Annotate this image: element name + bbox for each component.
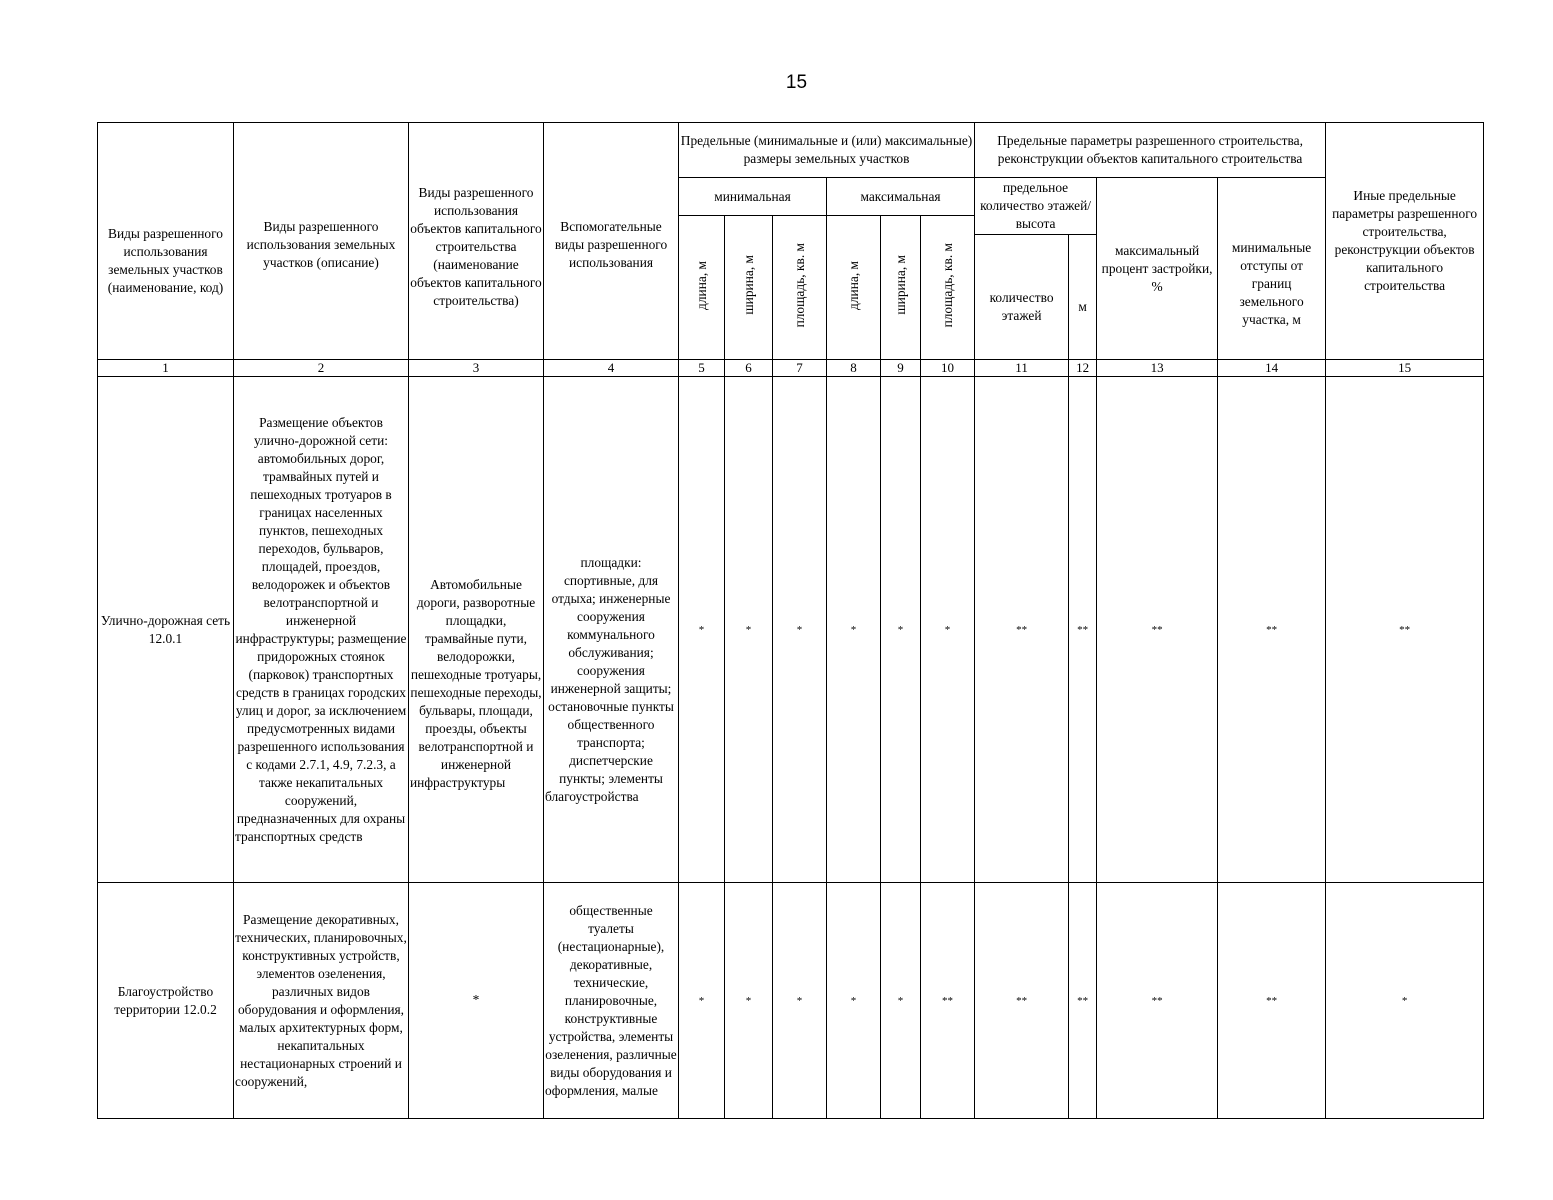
header-capital-objects: Виды разрешенного использования объектов капитального строительства (наименование объектов капитального строительства)	[409, 123, 544, 360]
header-min-length-text: длина, м	[693, 260, 709, 310]
column-number: 13	[1097, 360, 1218, 377]
header-max-length	[827, 216, 881, 360]
land-use-name: Благоустройство территории 12.0.2	[98, 883, 234, 1119]
column-number: 7	[773, 360, 827, 377]
column-number: 12	[1069, 360, 1097, 377]
header-max-width	[881, 216, 921, 360]
header-min-area-text: площадь, кв. м	[791, 242, 807, 328]
header-auxiliary: Вспомогательные виды разрешенного использования	[544, 123, 679, 360]
land-use-description: Размещение декоративных, технических, планировочных, конструктивных устройств, элементов озеленения, различных видов оборудования и оформления, малых архитектурных форм, некапитальных нестационарных строений и сооружений,	[234, 883, 409, 1119]
column-number: 10	[921, 360, 975, 377]
value-cell: *	[679, 377, 725, 883]
header-min-length	[679, 216, 725, 360]
header-land-use-name: Виды разрешенного использования земельных участков (наименование, код)	[98, 123, 234, 360]
column-number: 3	[409, 360, 544, 377]
value-cell: **	[1218, 377, 1326, 883]
header-other-params: Иные предельные параметры разрешенного строительства, реконструкции объектов капитального строительства	[1326, 123, 1484, 360]
value-cell: *	[1326, 883, 1484, 1119]
column-number: 4	[544, 360, 679, 377]
table-row	[98, 377, 1484, 883]
value-cell: *	[881, 883, 921, 1119]
header-min-width	[725, 216, 773, 360]
auxiliary-uses: площадки: спортивные, для отдыха; инженерные сооружения коммунального обслуживания; сооружения инженерной защиты; остановочные пункты общественного транспорта; диспетчерские пункты; элементы благоустройства	[544, 377, 679, 883]
value-cell: *	[773, 883, 827, 1119]
header-construction-params-group: Предельные параметры разрешенного строительства, реконструкции объектов капитального строительства	[975, 123, 1326, 178]
header-minimum: минимальная	[679, 178, 827, 216]
value-cell: *	[921, 377, 975, 883]
header-max-percent: максимальный процент застройки, %	[1097, 178, 1218, 360]
header-plot-sizes-group: Предельные (минимальные и (или) максимальные) размеры земельных участков	[679, 123, 975, 178]
auxiliary-uses: общественные туалеты (нестационарные), декоративные, технические, планировочные, конструктивные устройства, элементы озеленения, различные виды оборудования и оформления, малые	[544, 883, 679, 1119]
header-max-area	[921, 216, 975, 360]
capital-objects: *	[409, 883, 544, 1119]
column-number: 5	[679, 360, 725, 377]
land-use-description: Размещение объектов улично-дорожной сети: автомобильных дорог, трамвайных путей и пешеходных тротуаров в границах населенных пунктов, пешеходных переходов, бульваров, площадей, проездов, велодорожек и объектов велотранспортной и инженерной инфраструктуры; размещение придорожных стоянок (парковок) транспортных средств в границах городских улиц и дорог, за исключением предусмотренных видами разрешенного использования с кодами 2.7.1, 4.9, 7.2.3, а также некапитальных сооружений, предназначенных для охраны транспортных средств	[234, 377, 409, 883]
land-use-name: Улично-дорожная сеть 12.0.1	[98, 377, 234, 883]
header-max-width-text: ширина, м	[892, 255, 908, 315]
regulations-table	[97, 122, 1484, 1119]
header-floors: количество этажей	[975, 235, 1069, 360]
page-number: 15	[785, 72, 808, 93]
value-cell: **	[975, 883, 1069, 1119]
column-number: 15	[1326, 360, 1484, 377]
value-cell: **	[975, 377, 1069, 883]
header-floors-height: предельное количество этажей/высота	[975, 178, 1097, 235]
value-cell: **	[1097, 377, 1218, 883]
value-cell: *	[725, 377, 773, 883]
header-min-setback: минимальные отступы от границ земельного участка, м	[1218, 178, 1326, 360]
value-cell: *	[679, 883, 725, 1119]
header-maximum: максимальная	[827, 178, 975, 216]
column-number: 1	[98, 360, 234, 377]
column-number: 6	[725, 360, 773, 377]
value-cell: *	[881, 377, 921, 883]
value-cell: **	[1069, 377, 1097, 883]
value-cell: *	[827, 883, 881, 1119]
header-max-length-text: длина, м	[845, 260, 861, 310]
capital-objects: Автомобильные дороги, разворотные площадки, трамвайные пути, велодорожки, пешеходные тротуары, пешеходные переходы, бульвары, площади, проезды, объекты велотранспортной и инженерной инфраструктуры	[409, 377, 544, 883]
column-number: 14	[1218, 360, 1326, 377]
value-cell: *	[725, 883, 773, 1119]
value-cell: **	[921, 883, 975, 1119]
column-number: 9	[881, 360, 921, 377]
value-cell: *	[773, 377, 827, 883]
header-min-area	[773, 216, 827, 360]
column-number: 11	[975, 360, 1069, 377]
header-land-use-description: Виды разрешенного использования земельных участков (описание)	[234, 123, 409, 360]
value-cell: *	[827, 377, 881, 883]
value-cell: **	[1218, 883, 1326, 1119]
header-m: м	[1069, 235, 1097, 360]
value-cell: **	[1326, 377, 1484, 883]
table-row	[98, 883, 1484, 1119]
column-number: 2	[234, 360, 409, 377]
column-number: 8	[827, 360, 881, 377]
value-cell: **	[1097, 883, 1218, 1119]
value-cell: **	[1069, 883, 1097, 1119]
header-min-width-text: ширина, м	[740, 255, 756, 315]
header-max-area-text: площадь, кв. м	[939, 242, 955, 328]
